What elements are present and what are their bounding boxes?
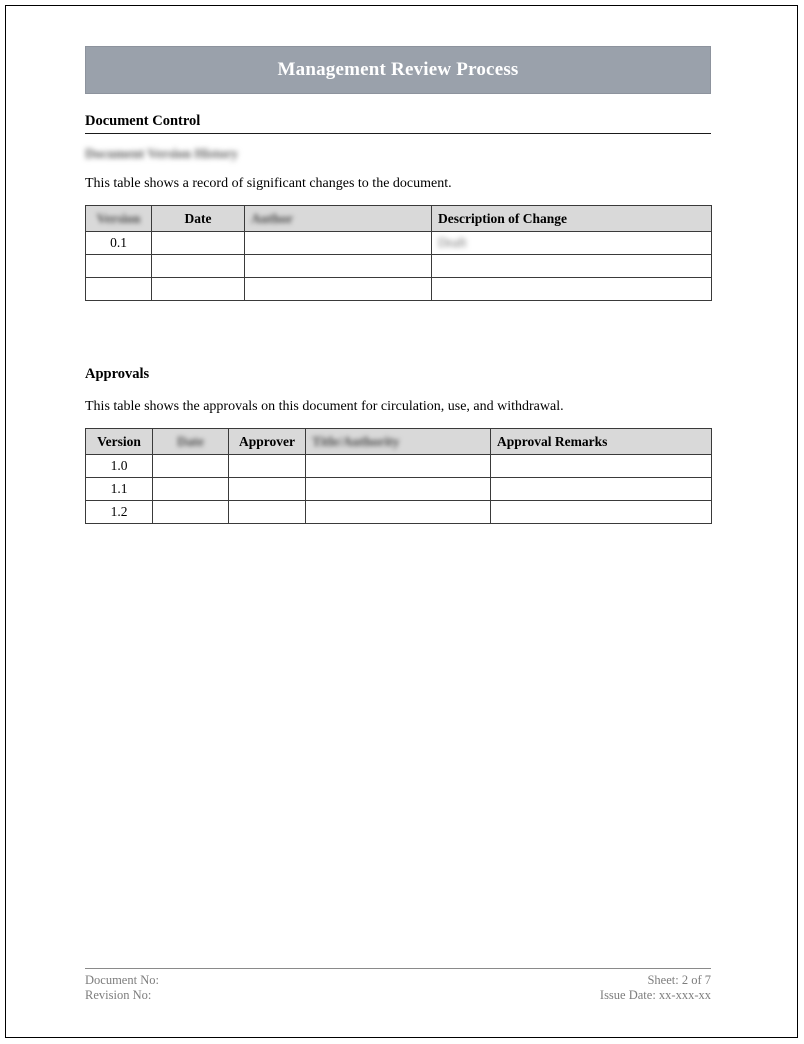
approvals-intro-text: This table shows the approvals on this document for circulation, use, and withdrawal. xyxy=(85,399,564,414)
cell-date xyxy=(153,478,229,501)
cell-version xyxy=(86,255,152,278)
document-control-intro-text: This table shows a record of significant changes to the document. xyxy=(85,176,452,191)
column-header-author: Author xyxy=(245,206,432,232)
column-header-version: Version xyxy=(86,429,153,455)
footer-row-bottom xyxy=(85,988,711,1003)
table-row xyxy=(86,501,712,524)
cell-version xyxy=(86,278,152,301)
cell-title-authority xyxy=(306,455,491,478)
footer-issue-date: Issue Date: xx-xxx-xx xyxy=(599,988,711,1002)
column-header-approver: Approver xyxy=(229,429,306,455)
footer-document-no: Document No: xyxy=(85,973,159,987)
cell-version: 1.2 xyxy=(86,501,153,524)
column-header-description-of-change: Description of Change xyxy=(432,206,712,232)
cell-description-of-change: Draft xyxy=(432,232,712,255)
cell-version: 1.0 xyxy=(86,455,153,478)
cell-approver xyxy=(229,478,306,501)
cell-date xyxy=(152,232,245,255)
document-title-banner xyxy=(85,46,711,94)
version-history-table xyxy=(85,205,712,301)
cell-author xyxy=(245,278,432,301)
table-row xyxy=(86,278,712,301)
page-footer xyxy=(85,968,711,1003)
cell-description-of-change xyxy=(432,255,712,278)
page-content xyxy=(85,46,711,524)
cell-description-of-change xyxy=(432,278,712,301)
section-heading-approvals: Approvals xyxy=(85,366,150,382)
column-header-approval-remarks: Approval Remarks xyxy=(491,429,712,455)
subheading-document-version-history: Document Version History xyxy=(85,146,238,161)
section-heading-document-control: Document Control xyxy=(85,113,711,134)
cell-title-authority xyxy=(306,478,491,501)
cell-title-authority xyxy=(306,501,491,524)
cell-approval-remarks xyxy=(491,478,712,501)
section-spacer xyxy=(85,301,711,347)
cell-author xyxy=(245,255,432,278)
cell-date xyxy=(153,501,229,524)
cell-date xyxy=(152,278,245,301)
cell-approver xyxy=(229,501,306,524)
cell-approver xyxy=(229,455,306,478)
table-header-row xyxy=(86,429,712,455)
cell-date xyxy=(153,455,229,478)
table-row xyxy=(86,232,712,255)
cell-date xyxy=(152,255,245,278)
table-row xyxy=(86,478,712,501)
approvals-table xyxy=(85,428,712,524)
cell-approval-remarks xyxy=(491,501,712,524)
table-row xyxy=(86,255,712,278)
table-row xyxy=(86,455,712,478)
column-header-date: Date xyxy=(152,206,245,232)
cell-version: 1.1 xyxy=(86,478,153,501)
cell-version: 0.1 xyxy=(86,232,152,255)
cell-approval-remarks xyxy=(491,455,712,478)
footer-row-top xyxy=(85,973,711,988)
column-header-version: Version xyxy=(86,206,152,232)
column-header-title-authority: Title/Authority xyxy=(306,429,491,455)
footer-revision-no: Revision No: xyxy=(85,988,152,1002)
footer-sheet-number: Sheet: 2 of 7 xyxy=(647,973,711,987)
cell-author xyxy=(245,232,432,255)
column-header-date: Date xyxy=(153,429,229,455)
page-title: Management Review Process xyxy=(277,59,519,80)
document-page xyxy=(5,5,798,1038)
table-header-row xyxy=(86,206,712,232)
subheading-document-version-history-wrap xyxy=(85,134,711,163)
